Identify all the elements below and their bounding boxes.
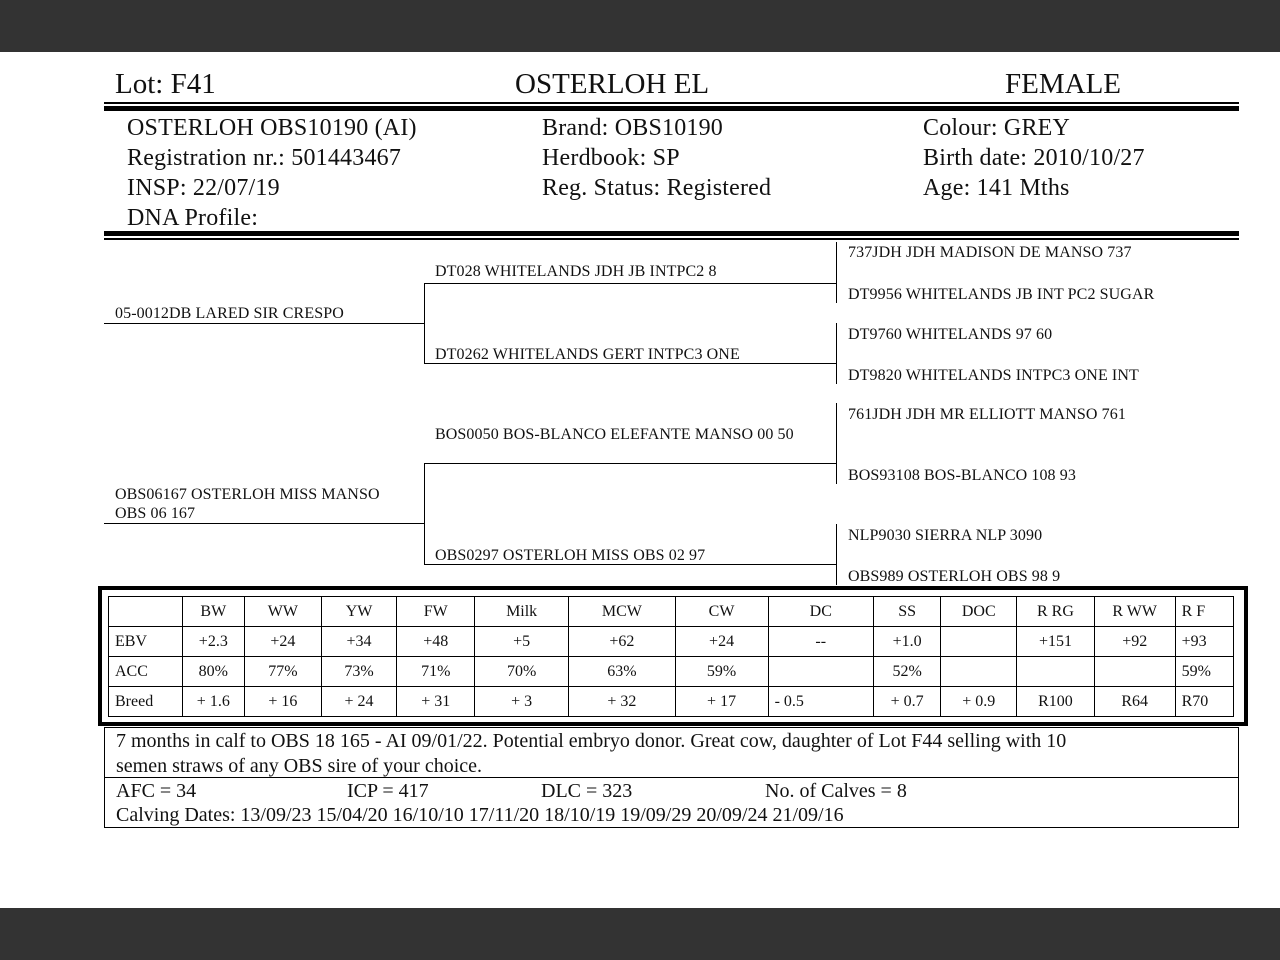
ebv-cell: + 16 [245,687,322,717]
dam: OBS06167 OSTERLOH MISS MANSO OBS 06 167 [115,486,380,522]
ebv-header [109,597,183,627]
info-column-right [923,113,1145,203]
calves-count: No. of Calves = 8 [765,780,907,802]
dna-profile: DNA Profile: [127,205,259,231]
great-grandparent: NLP9030 SIERRA NLP 3090 [848,527,1043,544]
ebv-cell: R64 [1094,687,1175,717]
great-grandparent: DT9956 WHITELANDS JB INT PC2 SUGAR [848,286,1155,303]
bottom-bar [0,908,1280,960]
ebv-cell [1094,657,1175,687]
ebv-cell: + 32 [569,687,675,717]
ebv-cell: +34 [321,627,397,657]
ebv-header: DOC [941,597,1017,627]
birth-date: Birth date: 2010/10/27 [923,145,1145,171]
ebv-cell: Breed [109,687,183,717]
ebv-cell: 77% [245,657,322,687]
ebv-cell: ACC [109,657,183,687]
info-column-left [127,113,417,233]
info-column-middle [542,113,771,203]
ebv-header: BW [182,597,244,627]
animal-sex: FEMALE [1005,68,1121,100]
ebv-table [108,596,1234,717]
sire-sire: DT028 WHITELANDS JDH JB INTPC2 8 [435,263,717,280]
reg-name: OSTERLOH OBS10190 (AI) [127,115,417,141]
ebv-cell: 73% [321,657,397,687]
great-grandparent: OBS989 OSTERLOH OBS 98 9 [848,568,1061,585]
acc-row [109,657,1234,687]
ebv-cell: EBV [109,627,183,657]
ebv-header: CW [675,597,768,627]
ebv-header: SS [873,597,941,627]
comment-line-2: semen straws of any OBS sire of your choice. [116,755,483,777]
great-grandparent: DT9820 WHITELANDS INTPC3 ONE INT [848,367,1139,384]
ebv-header-row [109,597,1234,627]
icp-value: ICP = 417 [347,780,429,802]
ebv-header: DC [768,597,873,627]
ebv-cell: 59% [1175,657,1233,687]
ebv-cell: 71% [397,657,475,687]
ebv-cell: +5 [475,627,569,657]
brand: Brand: OBS10190 [542,115,724,141]
ebv-header: Milk [475,597,569,627]
comment-line-1: 7 months in calf to OBS 18 165 - AI 09/01/22. Potential embryo donor. Great cow, daughter of Lot F44 selling with 10 [116,730,1067,752]
ebv-cell [941,657,1017,687]
registration-number: Registration nr.: 501443467 [127,145,402,171]
ebv-cell [941,627,1017,657]
great-grandparent: 737JDH JDH MADISON DE MANSO 737 [848,244,1132,261]
ebv-cell: + 24 [321,687,397,717]
ebv-cell: +1.0 [873,627,941,657]
ebv-cell: + 17 [675,687,768,717]
sire: 05-0012DB LARED SIR CRESPO [115,305,344,322]
animal-name: OSTERLOH EL [515,68,710,100]
info-rule-thick [104,231,1239,236]
ebv-header: R RG [1017,597,1095,627]
lot-number: Lot: F41 [115,68,216,100]
ebv-cell: +92 [1094,627,1175,657]
ebv-cell: + 1.6 [182,687,244,717]
ebv-header: MCW [569,597,675,627]
great-grandparent: DT9760 WHITELANDS 97 60 [848,326,1053,343]
ebv-cell: +62 [569,627,675,657]
reg-status: Reg. Status: Registered [542,175,772,201]
ebv-header: R F [1175,597,1233,627]
ebv-cell: R70 [1175,687,1233,717]
ebv-header: YW [321,597,397,627]
header-rule-thin [104,102,1239,104]
ebv-cell: + 0.9 [941,687,1017,717]
ebv-header: FW [397,597,475,627]
ebv-cell: 63% [569,657,675,687]
breed-row [109,687,1234,717]
ebv-cell: -- [768,627,873,657]
ebv-cell: - 0.5 [768,687,873,717]
header-rule-thick [104,106,1239,111]
ebv-cell: +24 [245,627,322,657]
ebv-header: R WW [1094,597,1175,627]
colour: Colour: GREY [923,115,1071,141]
ebv-cell: 52% [873,657,941,687]
ebv-cell: 59% [675,657,768,687]
herdbook: Herdbook: SP [542,145,680,171]
inspection-date: INSP: 22/07/19 [127,175,280,201]
ebv-cell: + 0.7 [873,687,941,717]
ebv-cell: + 31 [397,687,475,717]
dam-sire: BOS0050 BOS-BLANCO ELEFANTE MANSO 00 50 [435,426,794,443]
ebv-cell [1017,657,1095,687]
ebv-row [109,627,1234,657]
ebv-cell: +24 [675,627,768,657]
ebv-cell: +48 [397,627,475,657]
great-grandparent: 761JDH JDH MR ELLIOTT MANSO 761 [848,406,1126,423]
ebv-cell: R100 [1017,687,1095,717]
top-bar [0,0,1280,52]
great-grandparent: BOS93108 BOS-BLANCO 108 93 [848,467,1076,484]
ebv-cell: +93 [1175,627,1233,657]
info-rule-thin [104,238,1239,240]
ebv-cell: +151 [1017,627,1095,657]
ebv-cell [768,657,873,687]
ebv-cell: + 3 [475,687,569,717]
calving-dates: Calving Dates: 13/09/23 15/04/20 16/10/10 17/11/20 18/10/19 19/09/29 20/09/24 21/09/16 [116,804,844,826]
age: Age: 141 Mths [923,175,1070,201]
ebv-cell: 70% [475,657,569,687]
sire-dam: DT0262 WHITELANDS GERT INTPC3 ONE [435,346,740,363]
afc-value: AFC = 34 [116,780,197,802]
ebv-cell: 80% [182,657,244,687]
ebv-cell: +2.3 [182,627,244,657]
dlc-value: DLC = 323 [541,780,633,802]
dam-dam: OBS0297 OSTERLOH MISS OBS 02 97 [435,547,706,564]
ebv-header: WW [245,597,322,627]
